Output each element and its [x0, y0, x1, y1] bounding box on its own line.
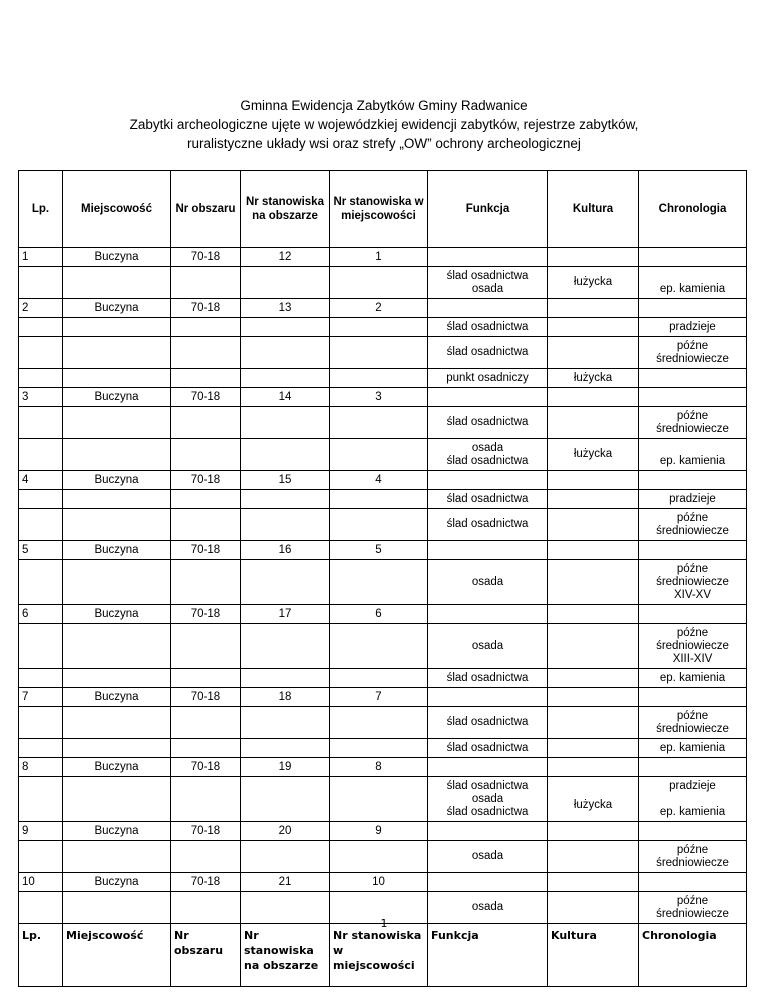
table-cell: 8 [19, 758, 63, 777]
table-cell [330, 337, 428, 369]
table-cell [548, 739, 639, 758]
table-cell [428, 471, 548, 490]
table-cell: późne średniowiecze XIII-XIV [639, 624, 747, 669]
table-cell [63, 841, 171, 873]
table-cell [241, 267, 330, 299]
table-cell [241, 841, 330, 873]
table-cell: ep. kamienia [639, 669, 747, 688]
table-cell [171, 707, 241, 739]
table-cell: późne średniowiecze [639, 509, 747, 541]
table-cell: 9 [330, 822, 428, 841]
table-cell: 6 [19, 605, 63, 624]
table-cell [171, 337, 241, 369]
table-cell [330, 369, 428, 388]
table-cell: 4 [330, 471, 428, 490]
table-cell [63, 707, 171, 739]
table-cell [548, 407, 639, 439]
footer-cell: Kultura [548, 924, 639, 987]
table-cell [63, 509, 171, 541]
table-cell [63, 407, 171, 439]
table-row [19, 841, 747, 873]
table-cell [19, 267, 63, 299]
table-body [19, 248, 747, 924]
table-cell [330, 407, 428, 439]
table-cell [548, 605, 639, 624]
table-row [19, 439, 747, 471]
table-cell [171, 509, 241, 541]
table-cell: 1 [19, 248, 63, 267]
table-row [19, 873, 747, 892]
table-cell [548, 388, 639, 407]
table-cell [330, 707, 428, 739]
table-cell [241, 439, 330, 471]
table-cell: Buczyna [63, 471, 171, 490]
table-cell: łużycka [548, 369, 639, 388]
table-cell: 70-18 [171, 299, 241, 318]
table-cell: Buczyna [63, 541, 171, 560]
table-cell [428, 822, 548, 841]
table-cell [63, 439, 171, 471]
table-cell [241, 490, 330, 509]
table-cell [548, 841, 639, 873]
page-number: 1 [380, 917, 388, 930]
table-cell [19, 669, 63, 688]
table-cell: Buczyna [63, 688, 171, 707]
table-cell: 17 [241, 605, 330, 624]
table-cell: 70-18 [171, 688, 241, 707]
table-cell: 6 [330, 605, 428, 624]
footer-cell: Miejscowość [63, 924, 171, 987]
table-row [19, 369, 747, 388]
table-row [19, 707, 747, 739]
header-cell: Nr stanowiska w miejscowości [330, 171, 428, 248]
table-cell: późne średniowiecze [639, 707, 747, 739]
table-cell [548, 248, 639, 267]
table-cell: 10 [19, 873, 63, 892]
table-row [19, 688, 747, 707]
table-cell: osada [428, 624, 548, 669]
table-cell: 70-18 [171, 822, 241, 841]
table-cell: Buczyna [63, 605, 171, 624]
table-cell: 5 [330, 541, 428, 560]
table-cell [19, 624, 63, 669]
table-cell [19, 490, 63, 509]
table-cell [548, 624, 639, 669]
table-cell: ślad osadnictwa [428, 707, 548, 739]
table-row [19, 407, 747, 439]
table-cell: ślad osadnictwa [428, 739, 548, 758]
table-cell [639, 369, 747, 388]
table-cell [63, 490, 171, 509]
table-cell: osada [428, 560, 548, 605]
table-cell [548, 509, 639, 541]
table-cell: późne średniowiecze [639, 841, 747, 873]
footer-cell: Lp. [19, 924, 63, 987]
table-row [19, 822, 747, 841]
footer-cell: Chronologia [639, 924, 747, 987]
table-row [19, 777, 747, 822]
table-cell: Buczyna [63, 388, 171, 407]
table-cell [241, 337, 330, 369]
table-cell [639, 388, 747, 407]
table-cell: osada [428, 841, 548, 873]
table-row [19, 471, 747, 490]
table-cell [639, 873, 747, 892]
table-cell: punkt osadniczy [428, 369, 548, 388]
table-cell [548, 318, 639, 337]
table-cell [171, 669, 241, 688]
table-cell: 12 [241, 248, 330, 267]
table-cell: 70-18 [171, 248, 241, 267]
table-cell: 70-18 [171, 388, 241, 407]
table-cell [330, 624, 428, 669]
table-row [19, 605, 747, 624]
table-row [19, 267, 747, 299]
table-cell [330, 509, 428, 541]
table-cell [19, 841, 63, 873]
table-cell: 3 [330, 388, 428, 407]
table-cell [548, 669, 639, 688]
table-row [19, 490, 747, 509]
table-cell [548, 560, 639, 605]
table-row [19, 299, 747, 318]
table-cell: 70-18 [171, 873, 241, 892]
table-cell: 7 [330, 688, 428, 707]
table-cell: Buczyna [63, 248, 171, 267]
table-cell [428, 605, 548, 624]
table-cell: 14 [241, 388, 330, 407]
table-cell [19, 369, 63, 388]
table-cell: późne średniowiecze [639, 337, 747, 369]
table-cell [171, 777, 241, 822]
footer-header-row [19, 924, 747, 987]
table-cell [330, 739, 428, 758]
table-cell [330, 841, 428, 873]
table-cell [63, 318, 171, 337]
table-cell: ep. kamienia [639, 739, 747, 758]
table-cell [19, 560, 63, 605]
table-cell [330, 267, 428, 299]
table-cell [639, 822, 747, 841]
table-cell [171, 318, 241, 337]
table-cell: ślad osadnictwa [428, 407, 548, 439]
table-cell: pradzieje ep. kamienia [639, 777, 747, 822]
table-cell: łużycka [548, 439, 639, 471]
table-cell: Buczyna [63, 873, 171, 892]
table-cell [241, 509, 330, 541]
table-row [19, 758, 747, 777]
title-line-3: ruralistyczne układy wsi oraz strefy „OW” ochrony archeologicznej [187, 136, 581, 151]
table-cell: 70-18 [171, 605, 241, 624]
table-cell: ep. kamienia [639, 267, 747, 299]
table-cell: późne średniowiecze [639, 407, 747, 439]
table-cell [639, 758, 747, 777]
table-cell [19, 337, 63, 369]
table-cell [428, 758, 548, 777]
table-cell: 15 [241, 471, 330, 490]
header-cell: Nr stanowiska na obszarze [241, 171, 330, 248]
footer-cell: Nr stanowiska w miejscowości [330, 924, 428, 987]
table-row [19, 624, 747, 669]
table-cell [639, 605, 747, 624]
table-cell: późne średniowiecze XIV-XV [639, 560, 747, 605]
table-cell [428, 299, 548, 318]
footer-cell: Funkcja [428, 924, 548, 987]
header-cell: Lp. [19, 171, 63, 248]
table-cell [171, 369, 241, 388]
table-cell: 19 [241, 758, 330, 777]
table-cell: 20 [241, 822, 330, 841]
table-cell [330, 439, 428, 471]
table-cell [63, 560, 171, 605]
table-cell: 8 [330, 758, 428, 777]
table-cell [428, 248, 548, 267]
table-cell [241, 707, 330, 739]
table-cell [548, 299, 639, 318]
table-cell [171, 841, 241, 873]
table-cell: 13 [241, 299, 330, 318]
table-row [19, 669, 747, 688]
table-cell: osada [428, 892, 548, 924]
table-cell: ślad osadnictwa [428, 318, 548, 337]
table-cell [19, 318, 63, 337]
table-cell: ślad osadnictwa [428, 669, 548, 688]
table-cell: osada ślad osadnictwa [428, 439, 548, 471]
table-cell: 18 [241, 688, 330, 707]
table-cell: 2 [330, 299, 428, 318]
table-cell [241, 669, 330, 688]
table-cell [63, 777, 171, 822]
table-cell [241, 369, 330, 388]
footer-cell: Nr obszaru [171, 924, 241, 987]
table-cell [19, 509, 63, 541]
table-cell [548, 873, 639, 892]
footer-cell: Nr stanowiska na obszarze [241, 924, 330, 987]
table-cell [171, 439, 241, 471]
monuments-table [18, 170, 747, 987]
table-cell: 5 [19, 541, 63, 560]
table-cell [63, 669, 171, 688]
table-row [19, 560, 747, 605]
table-cell [171, 267, 241, 299]
header-cell: Miejscowość [63, 171, 171, 248]
table-cell: późne średniowiecze [639, 892, 747, 924]
header-row [19, 171, 747, 248]
header-cell: Funkcja [428, 171, 548, 248]
table-cell [548, 471, 639, 490]
table-cell [428, 541, 548, 560]
header-cell: Chronologia [639, 171, 747, 248]
table-cell [639, 299, 747, 318]
table-cell [19, 407, 63, 439]
table-cell [19, 707, 63, 739]
table-cell [63, 267, 171, 299]
table-row [19, 318, 747, 337]
table-cell [19, 439, 63, 471]
table-cell [639, 541, 747, 560]
table-row [19, 509, 747, 541]
table-cell: Buczyna [63, 758, 171, 777]
title-line-1: Gminna Ewidencja Zabytków Gminy Radwanice [240, 98, 528, 113]
table-row [19, 388, 747, 407]
header-cell: Nr obszaru [171, 171, 241, 248]
table-cell [171, 739, 241, 758]
table-cell [548, 758, 639, 777]
table-cell: ślad osadnictwa osada ślad osadnictwa [428, 777, 548, 822]
title-line-2: Zabytki archeologiczne ujęte w wojewódzkiej ewidencji zabytków, rejestrze zabytków, [129, 117, 639, 132]
table-cell [330, 669, 428, 688]
table-cell: ślad osadnictwa [428, 490, 548, 509]
table-cell [241, 407, 330, 439]
table-cell: 2 [19, 299, 63, 318]
table-cell [241, 624, 330, 669]
table-cell [63, 739, 171, 758]
table-cell: ep. kamienia [639, 439, 747, 471]
table-cell: Buczyna [63, 822, 171, 841]
table-cell: pradzieje [639, 490, 747, 509]
table-cell [548, 822, 639, 841]
table-cell: 70-18 [171, 541, 241, 560]
table-cell [548, 688, 639, 707]
table-cell: 21 [241, 873, 330, 892]
table-cell [171, 624, 241, 669]
table-cell: łużycka [548, 267, 639, 299]
table-cell [241, 739, 330, 758]
table-cell [63, 624, 171, 669]
table-cell [171, 560, 241, 605]
table-cell [241, 560, 330, 605]
table-cell [63, 369, 171, 388]
header-cell: Kultura [548, 171, 639, 248]
table-cell: ślad osadnictwa osada [428, 267, 548, 299]
table-cell [639, 248, 747, 267]
table-cell: 70-18 [171, 758, 241, 777]
table-cell: łużycka [548, 777, 639, 822]
table-cell: 16 [241, 541, 330, 560]
table-cell [639, 471, 747, 490]
table-row [19, 248, 747, 267]
table-cell [171, 407, 241, 439]
table-cell [19, 777, 63, 822]
table-cell [428, 688, 548, 707]
table-cell: ślad osadnictwa [428, 509, 548, 541]
table-cell [548, 337, 639, 369]
table-cell: 4 [19, 471, 63, 490]
table-cell [19, 739, 63, 758]
table-cell [171, 490, 241, 509]
table-cell: ślad osadnictwa [428, 337, 548, 369]
table-row [19, 739, 747, 758]
table-cell [428, 873, 548, 892]
table-cell [330, 318, 428, 337]
table-cell: 3 [19, 388, 63, 407]
table-cell [330, 490, 428, 509]
table-cell [548, 541, 639, 560]
table-cell [639, 688, 747, 707]
table-row [19, 541, 747, 560]
table-cell: pradzieje [639, 318, 747, 337]
table-cell [241, 777, 330, 822]
table-cell: 10 [330, 873, 428, 892]
table-cell: 9 [19, 822, 63, 841]
table-cell [548, 490, 639, 509]
table-cell [241, 318, 330, 337]
table-cell: 1 [330, 248, 428, 267]
table-cell [428, 388, 548, 407]
table-cell [330, 777, 428, 822]
document-title [0, 96, 768, 153]
table-cell [330, 560, 428, 605]
table-cell: 70-18 [171, 471, 241, 490]
table-cell [548, 707, 639, 739]
table-row [19, 337, 747, 369]
table-cell [63, 337, 171, 369]
table-cell: 7 [19, 688, 63, 707]
table-cell: Buczyna [63, 299, 171, 318]
